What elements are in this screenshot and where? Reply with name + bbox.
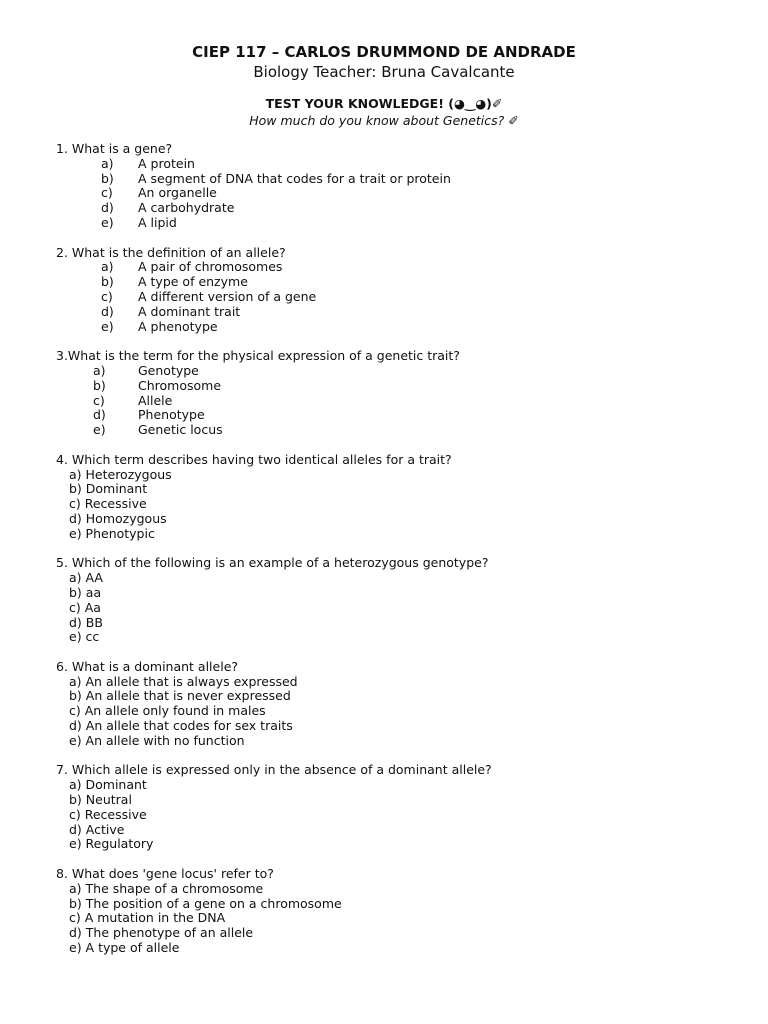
answer-option: c) Aa: [69, 599, 101, 615]
option-text: A type of enzyme: [138, 274, 248, 290]
answer-option: [56, 320, 746, 335]
answer-option: [56, 186, 746, 201]
answer-option: a) AA: [69, 570, 103, 586]
test-title: TEST YOUR KNOWLEDGE! (◕‿◕)✐: [265, 96, 503, 111]
answer-option: [56, 423, 746, 438]
question-3: [56, 349, 746, 438]
answer-option: b) An allele that is never expressed: [69, 688, 291, 704]
option-letter: a): [101, 155, 114, 171]
answer-option: e) Phenotypic: [69, 525, 155, 541]
answer-option: [56, 216, 746, 231]
answer-option: a) Heterozygous: [69, 466, 172, 482]
answer-option: [56, 157, 746, 172]
question-2: [56, 246, 746, 335]
question-text: 7. Which allele is expressed only in the absence of a dominant allele?: [56, 762, 492, 778]
question-8: [56, 867, 746, 956]
option-text: Genotype: [138, 362, 199, 378]
answer-option: [56, 379, 746, 394]
answer-option: c) A mutation in the DNA: [69, 910, 226, 926]
option-letter: b): [101, 170, 114, 186]
question-text: 1. What is a gene?: [56, 141, 173, 156]
answer-option: e) cc: [69, 629, 100, 645]
question-text: 2. What is the definition of an allele?: [56, 244, 286, 260]
answer-option: d) The phenotype of an allele: [69, 925, 254, 941]
option-text: A dominant trait: [138, 303, 241, 319]
answer-option: [56, 394, 746, 409]
option-letter: e): [101, 318, 114, 334]
document-header: [0, 41, 768, 81]
answer-option: c) Recessive: [69, 806, 147, 822]
option-letter: d): [93, 407, 106, 423]
answer-option: a) Dominant: [69, 777, 147, 793]
answer-option: d) An allele that codes for sex traits: [69, 718, 293, 734]
answer-option: a) The shape of a chromosome: [69, 880, 264, 896]
option-text: Allele: [138, 392, 173, 408]
option-text: Phenotype: [138, 407, 205, 423]
option-text: A protein: [138, 155, 195, 171]
answer-option: [56, 408, 746, 423]
question-list: [56, 142, 746, 971]
question-text: 5. Which of the following is an example of a heterozygous genotype?: [56, 555, 489, 571]
question-text: 8. What does 'gene locus' refer to?: [56, 866, 274, 882]
answer-option: d) Homozygous: [69, 510, 167, 526]
question-5: [56, 556, 746, 645]
option-letter: a): [101, 259, 114, 275]
option-letter: d): [101, 200, 114, 216]
option-letter: a): [93, 362, 106, 378]
option-letter: b): [93, 377, 106, 393]
option-text: A carbohydrate: [138, 200, 235, 216]
option-letter: c): [93, 392, 105, 408]
option-letter: e): [93, 422, 106, 438]
teacher-name: Biology Teacher: Bruna Cavalcante: [253, 63, 515, 81]
question-text: 6. What is a dominant allele?: [56, 658, 239, 674]
school-name: CIEP 117 – CARLOS DRUMMOND DE ANDRADE: [192, 43, 576, 61]
answer-option: b) Neutral: [69, 792, 132, 808]
answer-option: e) An allele with no function: [69, 732, 245, 748]
answer-option: [56, 275, 746, 290]
answer-option: b) Dominant: [69, 481, 148, 497]
option-letter: b): [101, 274, 114, 290]
answer-option: [56, 364, 746, 379]
answer-option: d) Active: [69, 821, 125, 837]
option-letter: e): [101, 214, 114, 230]
option-text: A different version of a gene: [138, 288, 317, 304]
answer-option: c) An allele only found in males: [69, 703, 266, 719]
option-letter: c): [101, 288, 113, 304]
answer-option: b) The position of a gene on a chromosome: [69, 895, 342, 911]
answer-option: e) A type of allele: [69, 940, 180, 956]
option-text: A phenotype: [138, 318, 218, 334]
option-text: Chromosome: [138, 377, 222, 393]
answer-option: [56, 290, 746, 305]
answer-option: b) aa: [69, 584, 102, 600]
option-text: A lipid: [138, 214, 177, 230]
answer-option: e) Regulatory: [69, 836, 154, 852]
question-text: 4. Which term describes having two identical alleles for a trait?: [56, 451, 452, 467]
option-text: A pair of chromosomes: [138, 259, 283, 275]
option-text: Genetic locus: [138, 422, 223, 438]
question-text: 3.What is the term for the physical expression of a genetic trait?: [56, 348, 460, 364]
answer-option: [56, 172, 746, 187]
answer-option: [56, 201, 746, 216]
answer-option: [56, 260, 746, 275]
question-4: [56, 453, 746, 542]
option-text: An organelle: [138, 185, 217, 201]
option-text: A segment of DNA that codes for a trait or protein: [138, 170, 451, 186]
answer-option: c) Recessive: [69, 496, 147, 512]
question-7: [56, 763, 746, 852]
answer-option: a) An allele that is always expressed: [69, 673, 298, 689]
question-1: [56, 142, 746, 231]
option-letter: d): [101, 303, 114, 319]
answer-option: [56, 305, 746, 320]
answer-option: d) BB: [69, 614, 103, 630]
option-letter: c): [101, 185, 113, 201]
question-6: [56, 660, 746, 749]
test-subtitle: How much do you know about Genetics? ✐: [249, 113, 519, 128]
